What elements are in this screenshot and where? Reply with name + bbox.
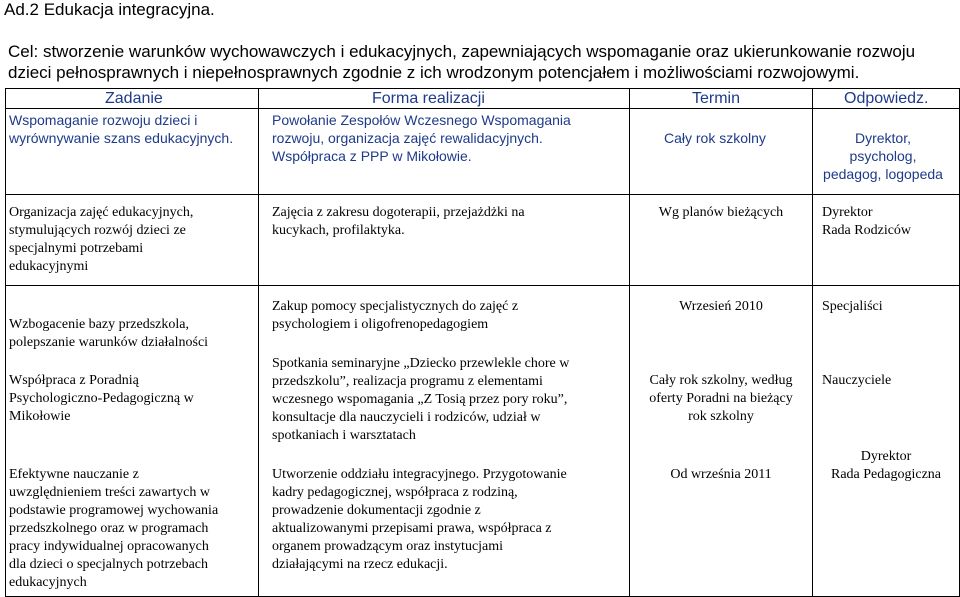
header-termin: Termin bbox=[692, 90, 741, 107]
header-zadanie: Zadanie bbox=[105, 90, 163, 107]
goal-paragraph bbox=[8, 41, 958, 83]
row3-zadanie-c: Efektywne nauczanie z uwzględnieniem treści zawartych w podstawie programowej wychowania przedszkolnego oraz w programach pracy indywidualnej opracowanych dla dzieci o specjalnych potrzebach edukacyjnych bbox=[9, 467, 219, 590]
row2-termin: Wg planów bieżących bbox=[658, 205, 784, 220]
col-border-1 bbox=[258, 88, 259, 597]
row3-odpowiedz-b: Nauczyciele bbox=[822, 373, 892, 388]
goal-line: dzieci pełnosprawnych i niepełnosprawnych zgodnie z ich wrodzonym potencjałem i możliwościami rozwojowymi. bbox=[8, 63, 860, 82]
goal-line: Cel: stworzenie warunków wychowawczych i edukacyjnych, zapewniających wspomaganie oraz ukierunkowanie rozwoju bbox=[8, 42, 916, 61]
row3-odpowiedz-a: Specjaliści bbox=[822, 299, 883, 314]
row1-zadanie: Wspomaganie rozwoju dzieci i wyrównywanie szans edukacyjnych. bbox=[9, 112, 234, 146]
row3-zadanie-a: Wzbogacenie bazy przedszkola, polepszanie warunków działalności bbox=[9, 317, 209, 350]
row1-odpowiedz: Dyrektor, psycholog, pedagog, logopeda bbox=[823, 130, 943, 182]
row2-forma: Zajęcia z zakresu dogoterapii, przejażdżki na kucykach, profilaktyka. bbox=[272, 205, 525, 238]
col-border-left bbox=[5, 88, 6, 597]
row3-zadanie-b: Współpraca z Poradnią Psychologiczno-Pedagogiczną w Mikołowie bbox=[9, 373, 194, 424]
row3-odpowiedz-c: Dyrektor Rada Pedagogiczna bbox=[830, 449, 941, 482]
col-border-2 bbox=[629, 88, 630, 597]
section-heading: Ad.2 Edukacja integracyjna. bbox=[4, 0, 215, 19]
row2-bottom-border bbox=[5, 285, 960, 286]
row3-termin-c: Od września 2011 bbox=[670, 467, 772, 482]
header-forma: Forma realizacji bbox=[372, 90, 485, 107]
row1-termin: Cały rok szkolny bbox=[664, 130, 766, 146]
header-odpowiedz: Odpowiedz. bbox=[844, 90, 929, 107]
row1-forma: Powołanie Zespołów Wczesnego Wspomagania rozwoju, organizacja zajęć rewalidacyjnych. Współpraca z PPP w Mikołowie. bbox=[272, 112, 571, 164]
row3-termin-a: Wrzesień 2010 bbox=[679, 299, 763, 314]
row3-termin-b: Cały rok szkolny, według oferty Poradni na bieżący rok szkolny bbox=[649, 373, 793, 424]
row3-forma-c: Utworzenie oddziału integracyjnego. Przygotowanie kadry pedagogicznej, współpraca z rodziną, prowadzenie dokumentacji zgodnie z aktualizowanymi przepisami prawa, współpraca z organem prowadzącym oraz instytucjami działającymi na rzecz edukacji. bbox=[272, 467, 567, 572]
row2-zadanie: Organizacja zajęć edukacyjnych, stymulujących rozwój dzieci ze specjalnymi potrzebami edukacyjnymi bbox=[9, 205, 194, 274]
header-bottom-border bbox=[5, 108, 960, 109]
row3-forma-a: Zakup pomocy specjalistycznych do zajęć z psychologiem i oligofrenopedagogiem bbox=[272, 299, 519, 332]
table-top-border bbox=[5, 88, 960, 89]
row3-forma-b: Spotkania seminaryjne „Dziecko przewlekle chore w przedszkolu”, realizacja programu z elementami wczesnego wspomagania „Z Tosią przez pory roku”, konsultacje dla nauczycieli i rodziców, udział w spotkaniach i warsztatach bbox=[272, 356, 570, 443]
row1-bottom-border bbox=[5, 194, 960, 195]
col-border-3 bbox=[812, 88, 813, 597]
row2-odpowiedz: Dyrektor Rada Rodziców bbox=[822, 205, 912, 238]
